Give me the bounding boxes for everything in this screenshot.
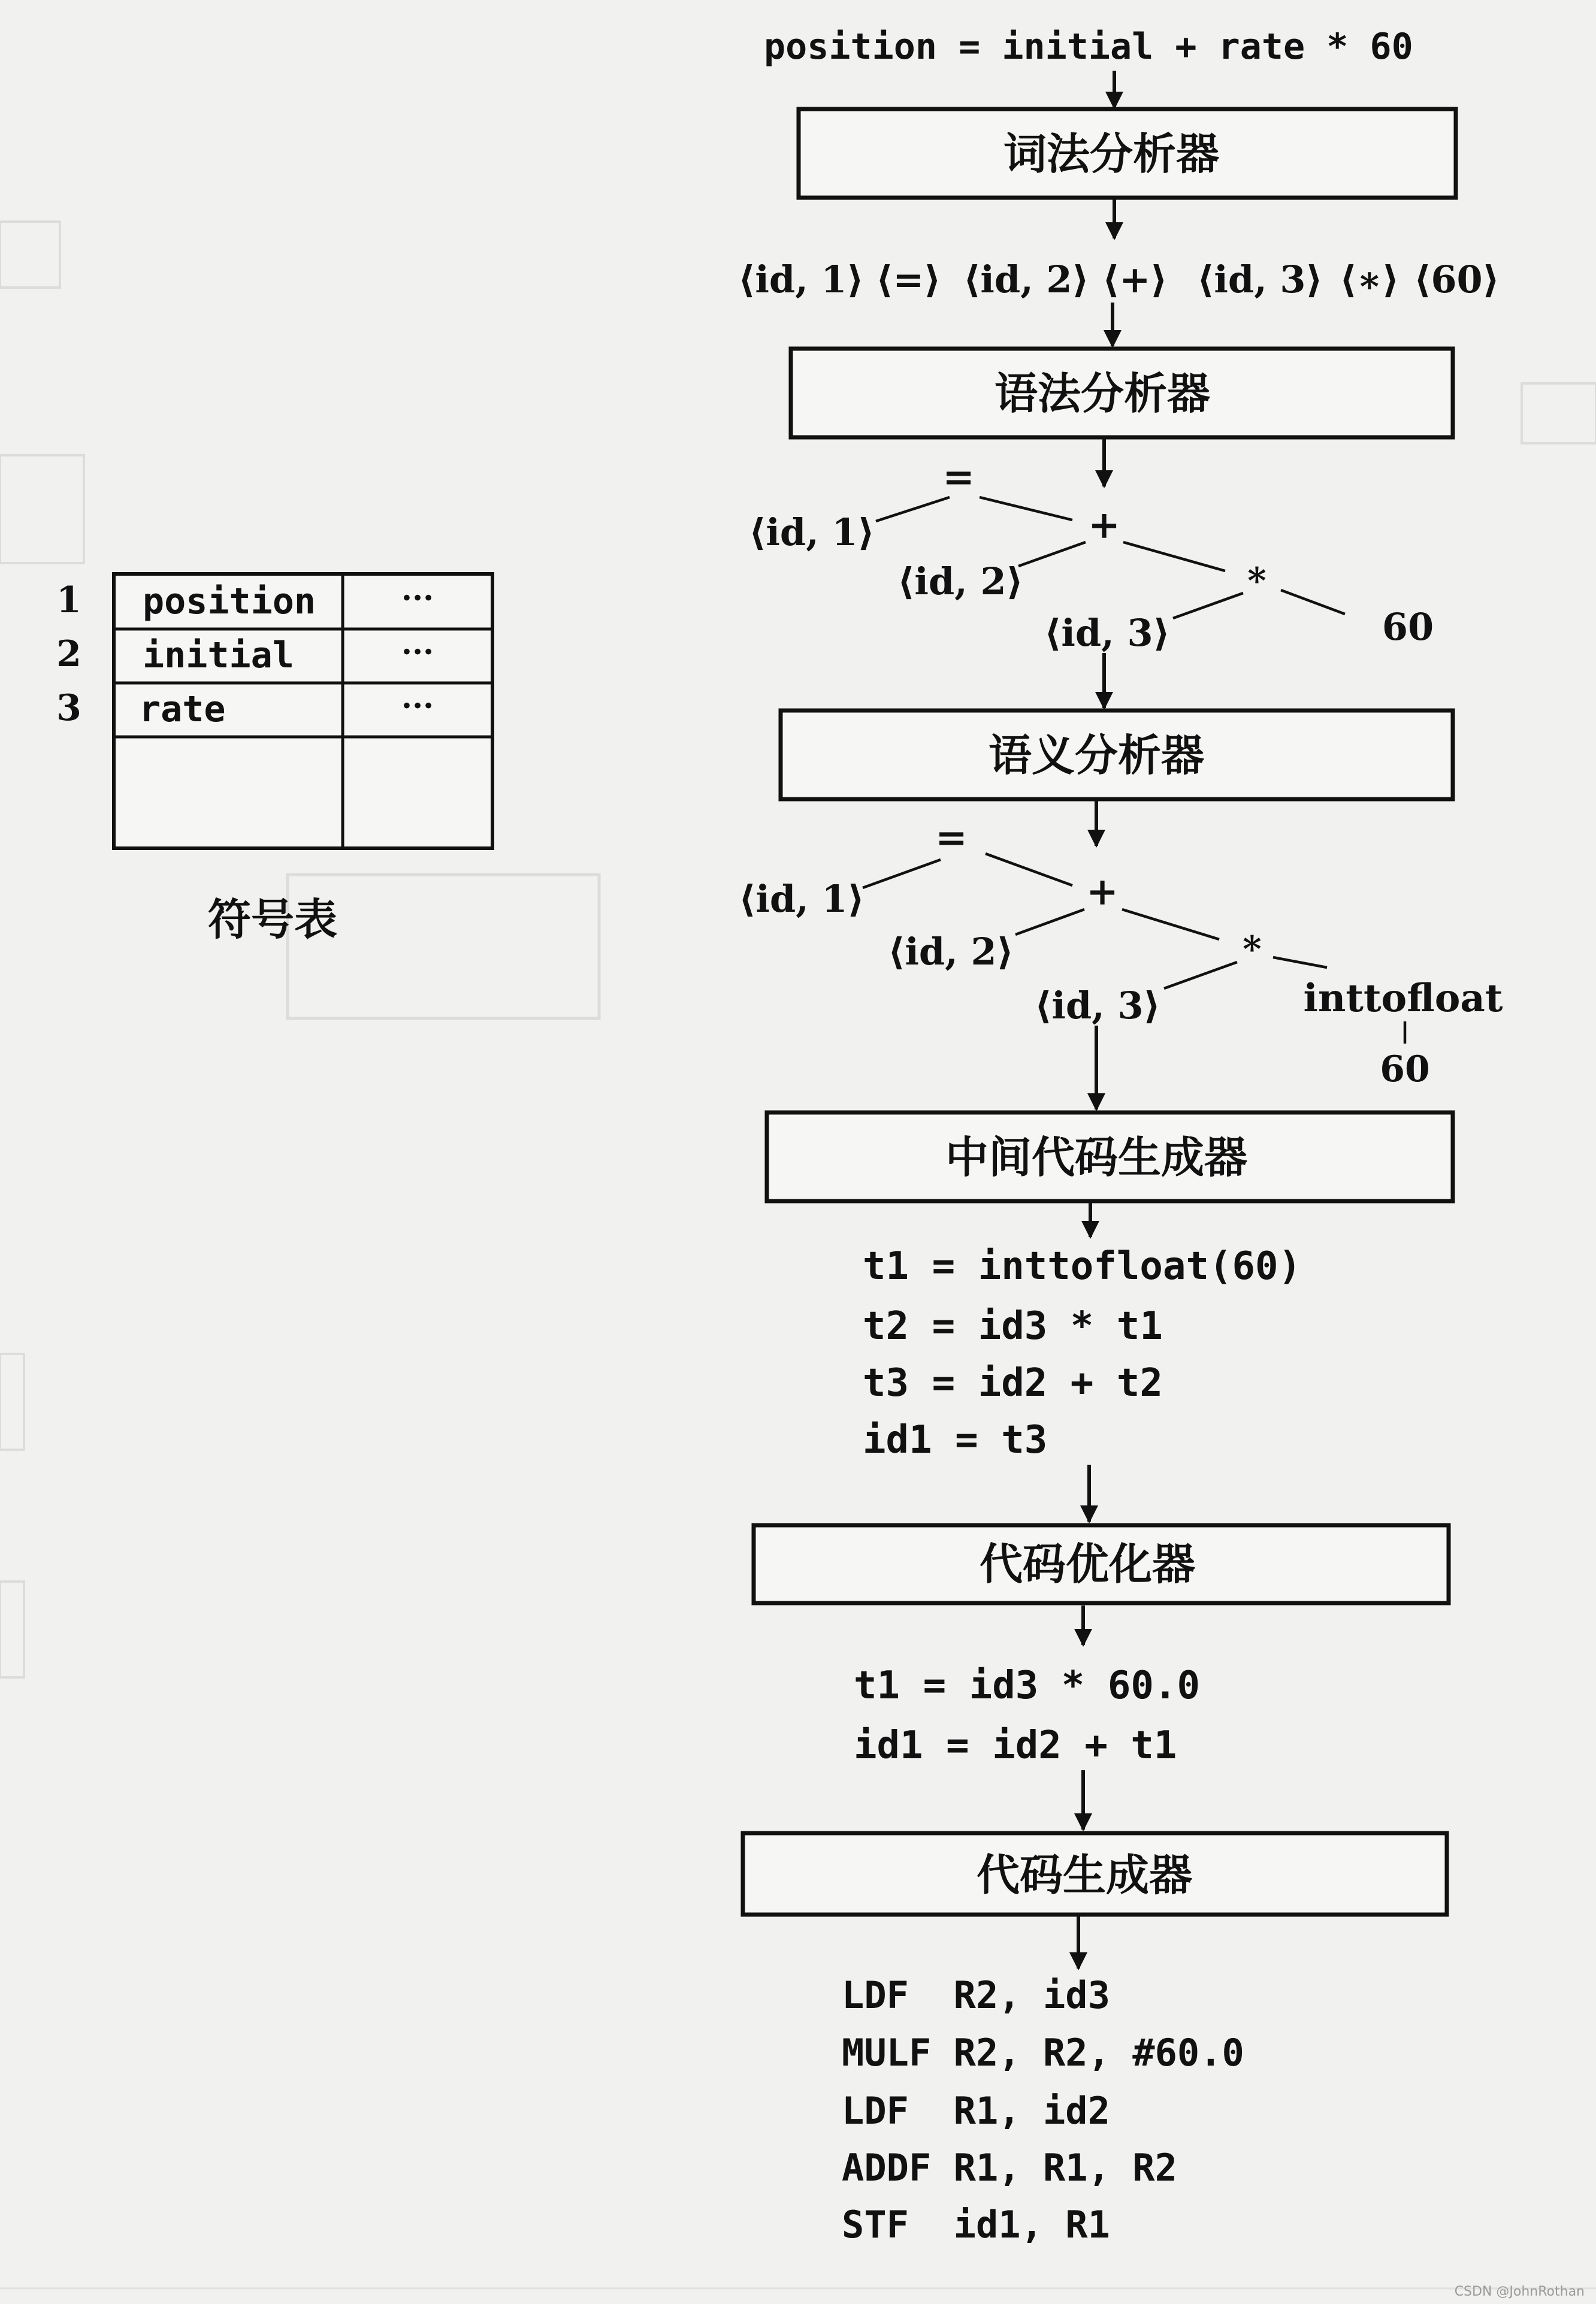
source-statement: position = initial + rate * 60 xyxy=(764,26,1413,68)
semantic-tree xyxy=(739,815,1503,1090)
intermediate-line-1: t1 = inttofloat(60) xyxy=(863,1244,1302,1289)
semantic-node-plus: + xyxy=(1086,869,1119,914)
syntax-edge xyxy=(1018,542,1086,566)
semantic-node-assign: = xyxy=(935,815,968,860)
token-id3: ⟨id, 3⟩ xyxy=(1197,258,1323,301)
codegen-label: 代码生成器 xyxy=(976,1850,1193,1900)
syntax-tree xyxy=(749,455,1434,655)
intermediate-line-2: t2 = id3 * t1 xyxy=(863,1304,1163,1348)
intermediate-label: 中间代码生成器 xyxy=(945,1132,1248,1183)
syntax-edge xyxy=(980,497,1072,520)
target-line-5: STF id1, R1 xyxy=(842,2203,1110,2246)
semantic-node-id2: ⟨id, 2⟩ xyxy=(888,930,1014,973)
ghost-frame xyxy=(0,455,84,563)
ghost-frame xyxy=(0,1582,24,1677)
semantic-node-60: 60 xyxy=(1380,1048,1430,1090)
token-plus: ⟨+⟩ xyxy=(1102,258,1168,301)
semantic-edge xyxy=(986,854,1072,885)
syntax-node-id1: ⟨id, 1⟩ xyxy=(749,510,875,554)
syntax-node-plus: + xyxy=(1088,503,1120,548)
watermark: CSDN @JohnRothan xyxy=(1454,2284,1585,2299)
token-times: ⟨∗⟩ xyxy=(1340,258,1399,301)
ghost-frame xyxy=(1522,383,1596,443)
syntax-edge xyxy=(1173,593,1243,618)
syntax-node-60: 60 xyxy=(1382,605,1434,649)
symbol-row-1-attr: ··· xyxy=(401,580,434,616)
symbol-row-1-name: position xyxy=(143,580,316,622)
parser-label: 语法分析器 xyxy=(994,368,1211,419)
target-line-4: ADDF R1, R1, R2 xyxy=(842,2146,1177,2190)
target-line-3: LDF R1, id2 xyxy=(842,2089,1110,2133)
semantic-node-id3: ⟨id, 3⟩ xyxy=(1035,984,1160,1027)
target-line-1: LDF R2, id3 xyxy=(842,1973,1110,2017)
ghost-frame xyxy=(0,1354,24,1450)
intermediate-line-4: id1 = t3 xyxy=(863,1418,1048,1462)
syntax-node-assign: = xyxy=(942,455,975,500)
semantic-label: 语义分析器 xyxy=(988,730,1205,781)
symbol-row-2-attr: ··· xyxy=(401,634,434,670)
semantic-edge xyxy=(1015,909,1084,935)
token-id2: ⟨id, 2⟩ xyxy=(963,258,1089,301)
symbol-row-2-number: 2 xyxy=(56,633,81,675)
intermediate-line-3: t3 = id2 + t2 xyxy=(863,1361,1163,1405)
optimized-line-2: id1 = id2 + t1 xyxy=(854,1724,1177,1768)
syntax-edge xyxy=(1281,590,1345,614)
target-code xyxy=(842,1973,1244,2246)
token-id1: ⟨id, 1⟩ xyxy=(738,258,864,301)
symbol-row-3-number: 3 xyxy=(56,687,81,729)
syntax-edge xyxy=(876,497,950,521)
optimizer-label: 代码优化器 xyxy=(979,1539,1196,1589)
syntax-node-id2: ⟨id, 2⟩ xyxy=(897,560,1023,603)
syntax-edge xyxy=(1123,542,1225,571)
semantic-node-id1: ⟨id, 1⟩ xyxy=(739,877,864,921)
semantic-edge xyxy=(1122,909,1219,939)
target-line-2: MULF R2, R2, #60.0 xyxy=(842,2031,1244,2075)
semantic-edge xyxy=(1273,957,1327,967)
token-stream xyxy=(738,258,1500,301)
ghost-frame xyxy=(0,222,60,288)
token-assign: ⟨=⟩ xyxy=(876,258,941,301)
optimized-code xyxy=(854,1664,1200,1768)
syntax-node-times: * xyxy=(1247,560,1266,602)
syntax-node-id3: ⟨id, 3⟩ xyxy=(1044,611,1170,655)
semantic-node-inttofloat: inttofloat xyxy=(1303,976,1503,1021)
symbol-row-3-attr: ··· xyxy=(401,688,434,724)
intermediate-code xyxy=(863,1244,1301,1462)
semantic-edge xyxy=(863,860,941,888)
symbol-table xyxy=(56,574,492,945)
token-60: ⟨60⟩ xyxy=(1414,258,1500,301)
symbol-table-caption: 符号表 xyxy=(207,894,338,945)
symbol-row-3-name: rate xyxy=(139,688,226,730)
symbol-row-1-number: 1 xyxy=(56,579,81,621)
semantic-edge xyxy=(1164,962,1237,988)
lexer-label: 词法分析器 xyxy=(1003,129,1220,179)
symbol-row-2-name: initial xyxy=(143,634,294,676)
semantic-node-times: * xyxy=(1243,929,1262,970)
optimized-line-1: t1 = id3 * 60.0 xyxy=(854,1664,1200,1708)
